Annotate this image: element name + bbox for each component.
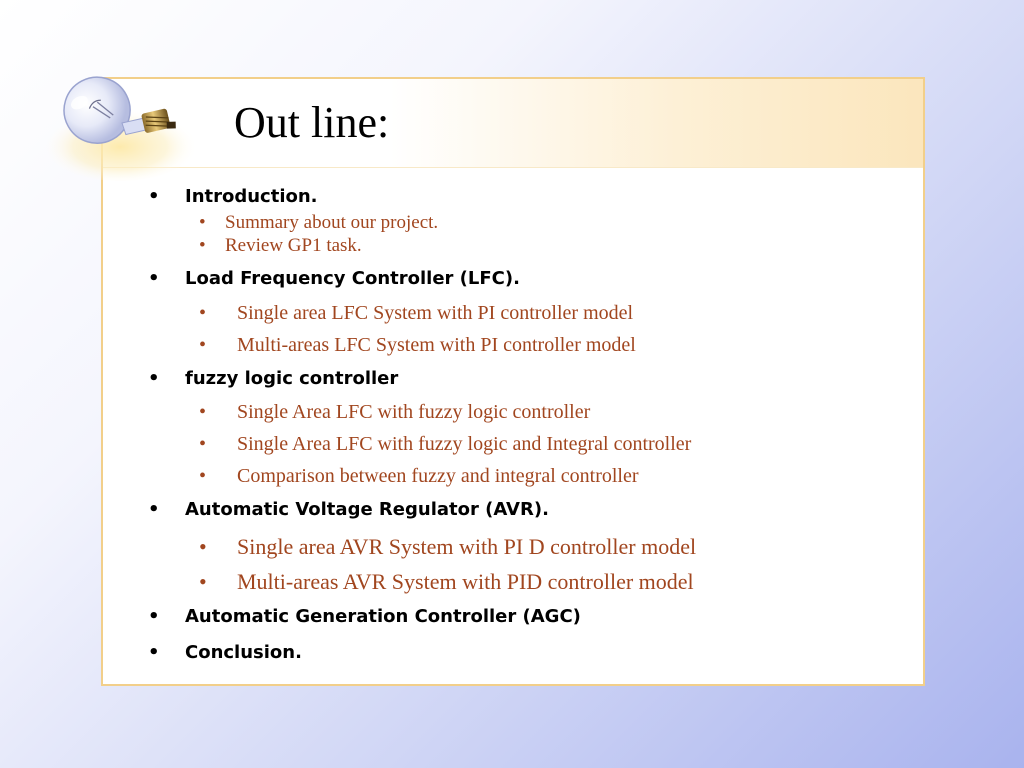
sub-item-label: Multi-areas LFC System with PI controller model: [237, 334, 636, 356]
bullet: •: [199, 433, 207, 455]
list-item-label: Load Frequency Controller (LFC).: [185, 268, 520, 289]
bullet: •: [199, 302, 207, 324]
sub-item-label: Summary about our project.: [225, 212, 439, 233]
bullet: •: [199, 212, 206, 233]
sub-item-label: Single Area LFC with fuzzy logic and Integral controller: [237, 433, 692, 455]
sub-item-label: Single area AVR System with PI D controller model: [237, 534, 697, 559]
bullet: •: [148, 642, 160, 663]
bullet: •: [148, 606, 160, 627]
list-item-label: Conclusion.: [185, 642, 302, 663]
bullet: •: [148, 499, 160, 520]
sub-item-label: Review GP1 task.: [225, 235, 362, 256]
bullet: •: [199, 465, 207, 487]
bullet: •: [199, 235, 206, 256]
bullet: •: [148, 368, 160, 389]
title-band: [103, 79, 923, 168]
sub-item-label: Comparison between fuzzy and integral controller: [237, 465, 639, 487]
bullet: •: [148, 268, 160, 289]
list-item-label: fuzzy logic controller: [185, 368, 399, 389]
sub-item-label: Single area LFC System with PI controller model: [237, 302, 634, 324]
bullet: •: [199, 401, 207, 423]
list-item-label: Introduction.: [185, 186, 318, 207]
light-bulb-icon: [40, 55, 210, 185]
list-item-label: Automatic Generation Controller (AGC): [185, 606, 581, 627]
bullet: •: [199, 534, 207, 559]
bullet: •: [199, 569, 207, 594]
sub-item-label: Single Area LFC with fuzzy logic controller: [237, 401, 591, 423]
list-item-label: Automatic Voltage Regulator (AVR).: [185, 499, 549, 520]
bullet: •: [148, 186, 160, 207]
sub-item-label: Multi-areas AVR System with PID controller model: [237, 569, 694, 594]
slide-title: Out line:: [234, 98, 390, 147]
bullet: •: [199, 334, 207, 356]
